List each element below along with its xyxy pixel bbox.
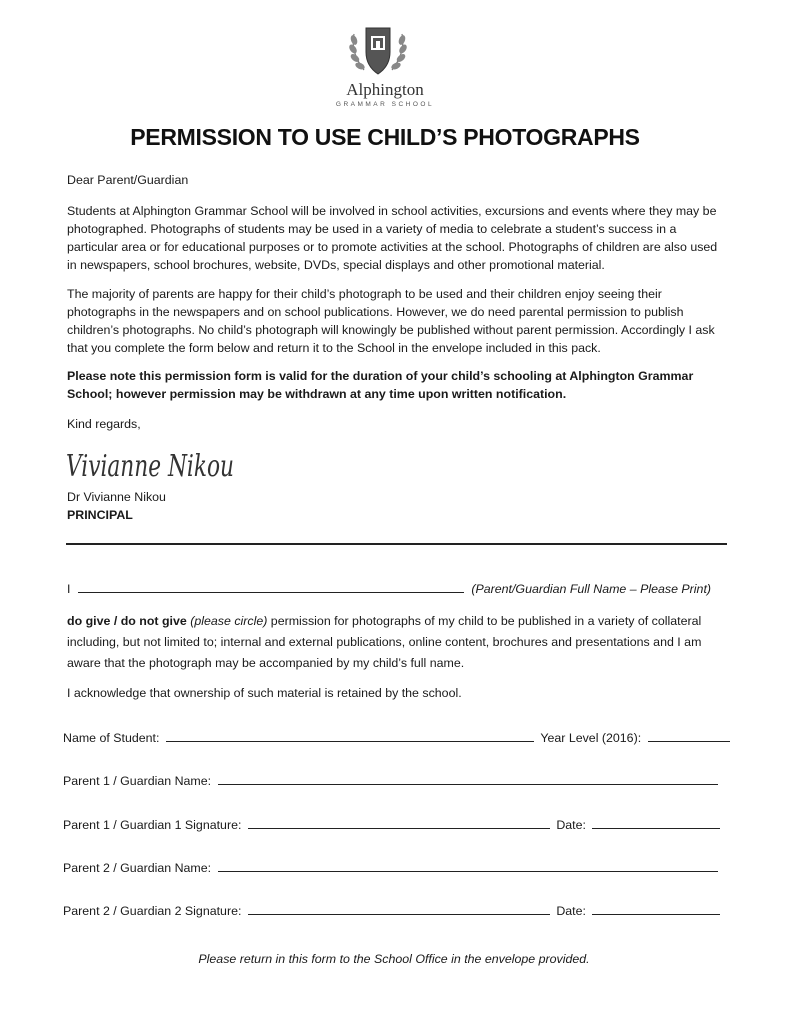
student-row (63, 729, 730, 746)
guardian-name-row (67, 580, 711, 597)
consent-instruction: (please circle) (190, 614, 268, 628)
parent2-signature-row (63, 902, 720, 919)
closing: Kind regards, (67, 417, 141, 431)
paragraph-intro: Students at Alphington Grammar School will be involved in school activities, excursions and events where they may be photographed. Photographs of students may be used in a variety of media to celebrate a student’s success in a particular area or for educational purposes or to promote activities at the school. Photographs of children are also used in newspapers, school brochures, website, DVDs, special displays and other promotional material. (67, 204, 718, 272)
paragraph-validity-note: Please note this permission form is valid for the duration of your child’s schooling at Alphington Grammar School; however permission may be withdrawn at any time upon written notification. (67, 369, 694, 401)
parent2-name-label: Parent 2 / Guardian Name: (63, 861, 212, 875)
parent1-signature-label: Parent 1 / Guardian 1 Signature: (63, 818, 242, 832)
student-name-field[interactable] (166, 729, 534, 742)
consent-choice[interactable]: do give / do not give (67, 614, 187, 628)
return-instructions: Please return in this form to the School Office in the envelope provided. (198, 952, 590, 966)
year-level-field[interactable] (648, 729, 730, 742)
greeting: Dear Parent/Guardian (67, 173, 189, 187)
parent1-name-field[interactable] (218, 772, 718, 785)
parent1-date-label: Date: (556, 818, 586, 832)
parent2-signature-field[interactable] (248, 902, 550, 915)
parent2-date-label: Date: (556, 904, 586, 918)
consent-text: permission for photographs of my child to be published in a variety of collateral including, but not limited to; internal and external publications, online content, brochures and presentations and I am aware that the photograph may be accompanied by my child’s full name. (67, 614, 702, 670)
parent2-date-field[interactable] (592, 902, 720, 915)
year-level-label: Year Level (2016): (540, 731, 642, 745)
ownership-acknowledgement: I acknowledge that ownership of such material is retained by the school. (67, 686, 462, 700)
school-crest-logo (340, 22, 416, 82)
guardian-full-name-field[interactable] (78, 580, 464, 593)
parent1-signature-row (63, 816, 720, 833)
section-divider (66, 543, 727, 545)
school-subtitle: GRAMMAR SCHOOL (335, 101, 435, 108)
i-label: I (67, 582, 71, 596)
parent2-name-row (63, 859, 718, 876)
parent2-signature-label: Parent 2 / Guardian 2 Signature: (63, 904, 242, 918)
page-title: PERMISSION TO USE CHILD’S PHOTOGRAPHS (130, 124, 640, 150)
guardian-name-hint: (Parent/Guardian Full Name – Please Print) (471, 582, 712, 596)
principal-signature (64, 440, 244, 485)
parent1-date-field[interactable] (592, 816, 720, 829)
parent1-name-label: Parent 1 / Guardian Name: (63, 774, 212, 788)
signer-title: PRINCIPAL (67, 508, 133, 522)
signer-name: Dr Vivianne Nikou (67, 490, 166, 504)
signature-text: Vivianne Nikou (66, 449, 234, 484)
student-label: Name of Student: (63, 731, 160, 745)
school-name: Alphington (346, 80, 424, 99)
parent2-name-field[interactable] (218, 859, 718, 872)
paragraph-majority: The majority of parents are happy for their child’s photograph to be used and their children enjoy seeing their photographs in the newspapers and on school publications. However, we do need parental permission to publish children’s photographs. No child’s photograph will knowingly be published without parent permission. Accordingly I ask that you complete the form below and return it to the School in the envelope included in this pack. (67, 287, 715, 355)
consent-statement (67, 611, 727, 674)
parent1-signature-field[interactable] (248, 816, 550, 829)
parent1-name-row (63, 772, 718, 789)
